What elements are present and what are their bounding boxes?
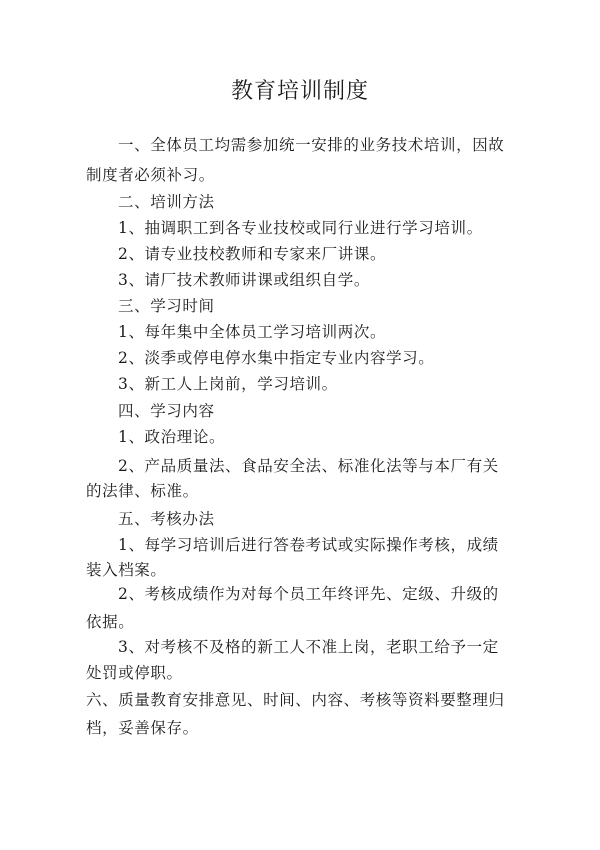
section-1-line-1: 一、全体员工均需参加统一安排的业务技术培训，因故 bbox=[118, 136, 505, 154]
section-3-item-1: 1、每年集中全体员工学习培训两次。 bbox=[118, 323, 387, 341]
section-5-item-3-line-2: 处罚或停职。 bbox=[86, 664, 183, 682]
section-2-item-1: 1、抽调职工到各专业技校或同行业进行学习培训。 bbox=[118, 219, 483, 237]
section-1-line-2: 制度者必须补习。 bbox=[86, 166, 215, 184]
section-2-item-2: 2、请专业技校教师和专家来厂讲课。 bbox=[118, 245, 387, 263]
section-6-line-2: 档，妥善保存。 bbox=[86, 719, 199, 737]
section-2-item-3: 3、请厂技术教师讲课或组织自学。 bbox=[118, 271, 370, 289]
section-3-item-2: 2、淡季或停电停水集中指定专业内容学习。 bbox=[118, 349, 435, 367]
section-4-item-1: 1、政治理论。 bbox=[118, 428, 226, 446]
section-4-heading: 四、学习内容 bbox=[118, 402, 215, 420]
section-2-heading: 二、培训方法 bbox=[118, 193, 215, 211]
section-5-item-1-line-2: 装入档案。 bbox=[86, 561, 167, 579]
section-6-line-1: 六、质量教育安排意见、时间、内容、考核等资料要整理归 bbox=[86, 691, 505, 709]
section-3-heading: 三、学习时间 bbox=[118, 297, 215, 315]
section-5-item-2-line-2: 依据。 bbox=[86, 613, 135, 631]
section-3-item-3: 3、新工人上岗前，学习培训。 bbox=[118, 375, 338, 393]
section-4-item-2-line-2: 的法律、标准。 bbox=[86, 482, 199, 500]
section-5-item-3-line-1: 3、对考核不及格的新工人不准上岗，老职工给予一定 bbox=[118, 638, 499, 656]
section-4-item-2-line-1: 2、产品质量法、食品安全法、标准化法等与本厂有关 bbox=[118, 457, 499, 475]
section-5-item-2-line-1: 2、考核成绩作为对每个员工年终评先、定级、升级的 bbox=[118, 585, 499, 603]
document-title: 教育培训制度 bbox=[230, 79, 369, 104]
section-5-item-1-line-1: 1、每学习培训后进行答卷考试或实际操作考核，成绩 bbox=[118, 536, 499, 554]
section-5-heading: 五、考核办法 bbox=[118, 510, 215, 528]
